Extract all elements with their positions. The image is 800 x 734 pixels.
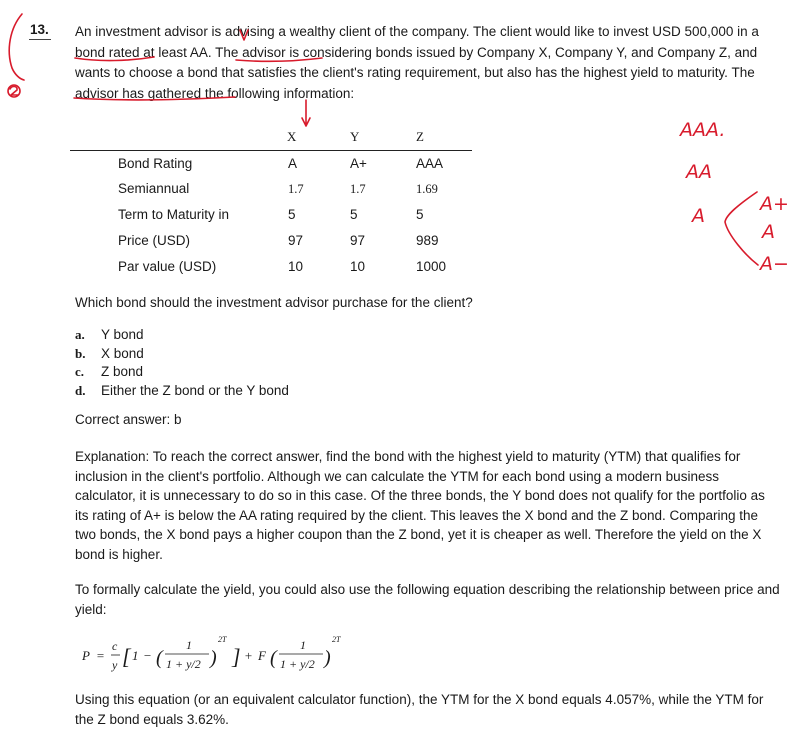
table-header-rule [70, 150, 472, 151]
question-prompt: Which bond should the investment advisor purchase for the client? [75, 295, 473, 310]
table-cell: 5 [288, 207, 296, 222]
option-letter-b: b. [75, 346, 86, 361]
option-text-a: Y bond [101, 327, 144, 342]
formula-bracket-left: [ [122, 644, 131, 669]
option-text-b: X bond [101, 346, 144, 361]
formula-plus: + [244, 648, 253, 663]
ink-bracket-ratings [725, 192, 758, 265]
formula-minus: − [143, 648, 152, 663]
table-cell: 989 [416, 233, 439, 248]
explanation-paragraph: Explanation: To reach the correct answer, find the bond with the highest yield to maturity (YTM) that qualifies for inclusion in the client's portfolio. Although we can calculate the YTM for each bond using a modern business calculator, it is unnecessary to do so in this case. Of the three bonds, the Y bond does not qualify for the portfolio as its rating of A+ is below the AA rating required by the client. This leaves the X bond and the Z bond. Comparing the two bonds, the X bond pays a higher coupon than the Z bond, yet it is cheaper as well. Therefore the yield on the X bond is higher. [75, 449, 765, 562]
column-header-x: X [287, 129, 297, 144]
formula-equals: = [96, 648, 105, 663]
formula-paren-left-2: ( [270, 647, 277, 669]
table-cell: 1.7 [350, 182, 366, 196]
formula-numerator-1: 1 [186, 638, 192, 652]
option-text-d: Either the Z bond or the Y bond [101, 383, 289, 398]
option-text-c: Z bond [101, 364, 144, 379]
table-cell: 5 [350, 207, 358, 222]
row-label-semiannual: Semiannual [118, 181, 190, 196]
question-number: 13. [30, 22, 49, 37]
row-label-par-value: Par value (USD) [118, 259, 217, 274]
ink-bracket [9, 14, 24, 80]
ink-text-a: A [692, 205, 705, 227]
table-cell: 5 [416, 207, 424, 222]
table-cell: 10 [288, 259, 304, 274]
row-label-bond-rating: Bond Rating [118, 156, 193, 171]
table-cell: AAA [416, 156, 444, 171]
ink-text-a-plus: A+ [760, 193, 789, 215]
table-cell: A [288, 156, 298, 171]
formula-p: P [82, 648, 90, 663]
option-letter-a: a. [75, 327, 85, 342]
closing-paragraph: Using this equation (or an equivalent calculator function), the YTM for the X bond equals 4.057%, while the YTM for the Z bond equals 3.62%. [75, 692, 764, 727]
ink-text-a-minus: A− [760, 253, 789, 275]
formula-denominator-1: 1 + y/2 [166, 657, 201, 671]
table-cell: 1.7 [288, 182, 304, 196]
option-letter-d: d. [75, 383, 86, 398]
formula-intro-paragraph: To formally calculate the yield, you could also use the following equation describing the relationship between price and yield: [75, 582, 780, 617]
formula-f: F [258, 648, 266, 663]
option-letter-c: c. [75, 364, 85, 379]
correct-answer: Correct answer: b [75, 412, 182, 427]
ink-text-aaa: AAA. [680, 119, 726, 141]
column-header-z: Z [416, 129, 424, 144]
formula-y: y [112, 658, 118, 672]
table-cell: 10 [350, 259, 366, 274]
question-intro: An investment advisor is advising a wealthy client of the company. The client would like to invest USD 500,000 in a bond rated at least AA. The advisor is considering bonds issued by Company X, Company Y, and Company Z, and wants to choose a bond that satisfies the client's rating requirement, but also has the highest yield to maturity. The advisor has gathered the following information: [75, 24, 759, 101]
ink-text-aa: AA [686, 161, 712, 183]
row-label-term-to-maturity: Term to Maturity in [118, 207, 230, 222]
formula-denominator-2: 1 + y/2 [280, 657, 315, 671]
column-header-y: Y [350, 129, 360, 144]
formula-c: c [112, 639, 118, 653]
table-cell: 97 [350, 233, 366, 248]
formula-exponent-2: 2T [332, 635, 341, 644]
formula-bracket-right: ] [232, 644, 241, 669]
table-cell: A+ [350, 156, 367, 171]
question-number-underline [29, 39, 51, 40]
formula-paren-right-2: ) [324, 647, 331, 669]
ink-digit-two [10, 86, 18, 95]
table-cell: 97 [288, 233, 304, 248]
formula-exponent-1: 2T [218, 635, 227, 644]
ink-circle [8, 85, 20, 97]
formula-paren-right: ) [210, 647, 217, 669]
formula-one: 1 [132, 648, 139, 663]
ink-text-a-2: A [762, 221, 775, 243]
formula-paren-left: ( [156, 647, 163, 669]
table-cell: 1.69 [416, 182, 438, 196]
row-label-price: Price (USD) [118, 233, 191, 248]
table-cell: 1000 [416, 259, 447, 274]
formula-numerator-2: 1 [300, 638, 306, 652]
price-yield-formula [82, 632, 352, 680]
